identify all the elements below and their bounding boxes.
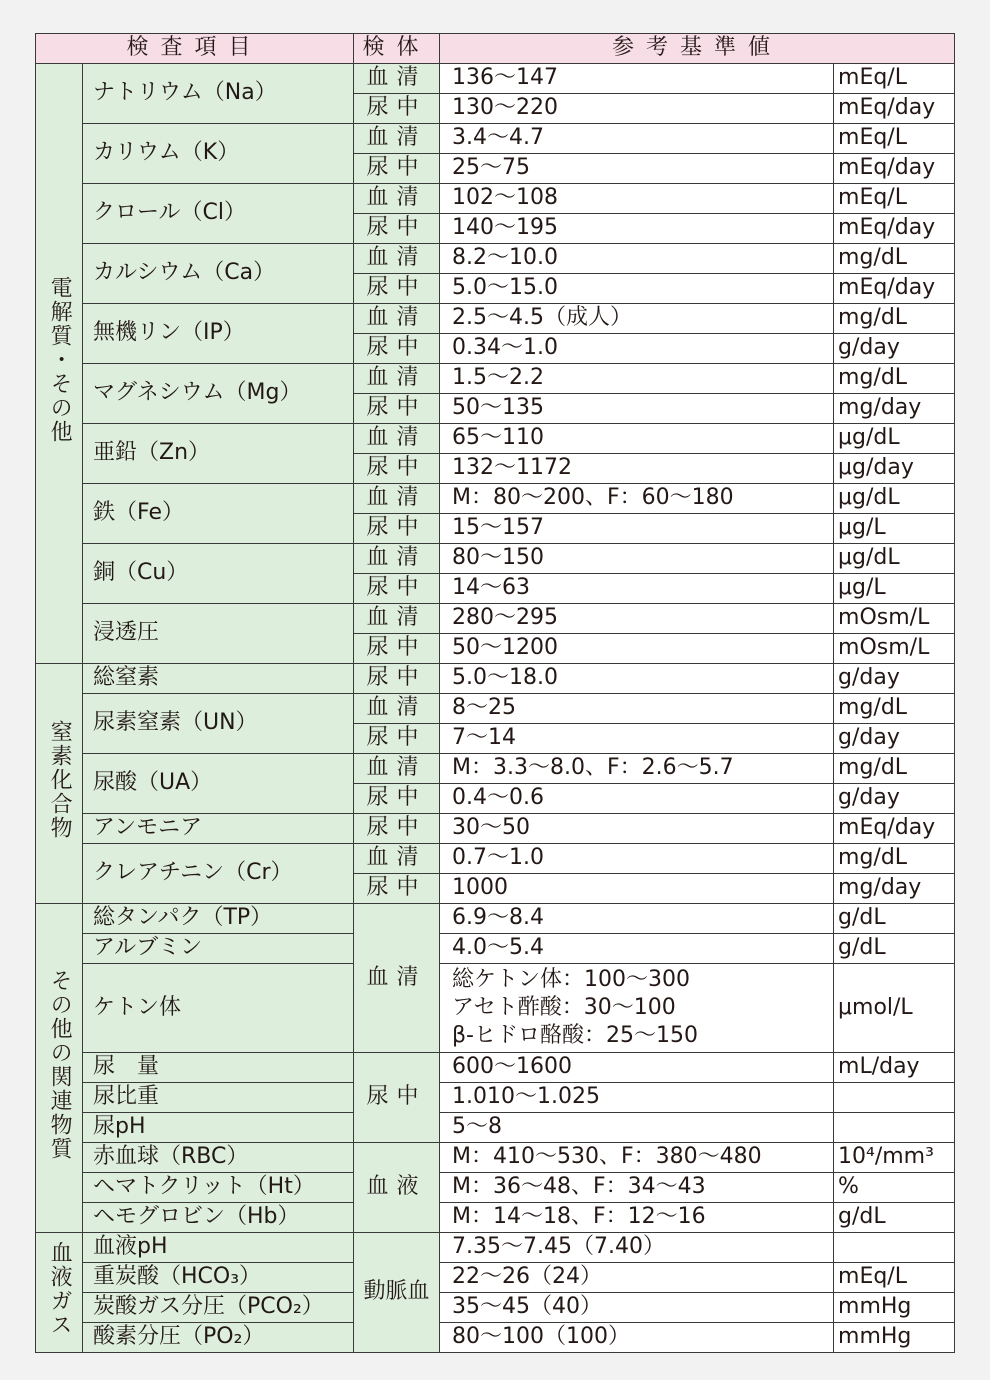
table-row — [36, 1323, 955, 1353]
unit-cell: g/day — [834, 784, 955, 814]
specimen-cell: 尿中 — [354, 274, 440, 304]
table-row — [36, 904, 955, 934]
item-name: 鉄（Fe） — [83, 484, 354, 544]
value-cell: 7〜14 — [440, 724, 834, 754]
unit-cell — [834, 1113, 955, 1143]
unit-cell: mg/dL — [834, 244, 955, 274]
item-name: クロール（Cl） — [83, 184, 354, 244]
ketone-line: アセト酢酸：30〜100 — [452, 995, 676, 1020]
unit-cell: g/day — [834, 664, 955, 694]
specimen-cell: 血清 — [354, 124, 440, 154]
unit-cell: mL/day — [834, 1053, 955, 1083]
value-cell: 5〜8 — [440, 1113, 834, 1143]
value-cell: 1.5〜2.2 — [440, 364, 834, 394]
ketone-line: 総ケトン体：100〜300 — [452, 967, 690, 992]
table-row — [36, 424, 955, 454]
unit-cell: mg/dL — [834, 304, 955, 334]
value-cell: 2.5〜4.5（成人） — [440, 304, 834, 334]
table-row — [36, 1233, 955, 1263]
unit-cell: mmHg — [834, 1293, 955, 1323]
value-cell: 4.0〜5.4 — [440, 934, 834, 964]
value-cell: 0.34〜1.0 — [440, 334, 834, 364]
item-name: アルブミン — [83, 934, 354, 964]
item-name: 尿比重 — [83, 1083, 354, 1113]
table-row — [36, 934, 955, 964]
table-row — [36, 814, 955, 844]
unit-cell: mEq/L — [834, 184, 955, 214]
specimen-cell: 尿中 — [354, 574, 440, 604]
specimen-cell: 尿中 — [354, 634, 440, 664]
value-cell: 30〜50 — [440, 814, 834, 844]
value-cell: 5.0〜18.0 — [440, 664, 834, 694]
value-cell: 140〜195 — [440, 214, 834, 244]
unit-cell: mOsm/L — [834, 604, 955, 634]
header-row — [36, 34, 955, 64]
table-row — [36, 364, 955, 394]
value-cell: 7.35〜7.45（7.40） — [440, 1233, 834, 1263]
specimen-cell: 血清 — [354, 364, 440, 394]
unit-cell: mEq/L — [834, 124, 955, 154]
table-row — [36, 1203, 955, 1233]
value-cell: 132〜1172 — [440, 454, 834, 484]
value-cell: 280〜295 — [440, 604, 834, 634]
specimen-cell: 血清 — [354, 304, 440, 334]
unit-cell — [834, 1233, 955, 1263]
item-name: 赤血球（RBC） — [83, 1143, 354, 1173]
value-cell: M：80〜200、F：60〜180 — [440, 484, 834, 514]
table-row — [36, 844, 955, 874]
category-label: その他の関連物質 — [47, 968, 73, 1161]
category-cell — [36, 64, 83, 664]
unit-cell: mg/dL — [834, 694, 955, 724]
specimen-cell: 尿中 — [354, 334, 440, 364]
table-row — [36, 1173, 955, 1203]
value-cell: 80〜100（100） — [440, 1323, 834, 1353]
unit-cell: μmol/L — [834, 964, 955, 1053]
value-cell: 136〜147 — [440, 64, 834, 94]
category-label: 血液ガス — [47, 1241, 73, 1338]
item-name: ケトン体 — [83, 964, 354, 1053]
unit-cell: μg/dL — [834, 424, 955, 454]
specimen-cell: 尿中 — [354, 664, 440, 694]
category-label: 窒素化合物 — [47, 720, 73, 841]
table-row — [36, 1053, 955, 1083]
item-name: 浸透圧 — [83, 604, 354, 664]
unit-cell: mg/dL — [834, 754, 955, 784]
item-name: クレアチニン（Cr） — [83, 844, 354, 904]
value-cell: 35〜45（40） — [440, 1293, 834, 1323]
unit-cell: mEq/day — [834, 214, 955, 244]
table-row — [36, 1263, 955, 1293]
specimen-cell: 血清 — [354, 424, 440, 454]
table-row — [36, 484, 955, 514]
specimen-cell: 血清 — [354, 184, 440, 214]
specimen-cell: 尿中 — [354, 214, 440, 244]
table-row — [36, 1113, 955, 1143]
table-row — [36, 244, 955, 274]
specimen-cell: 尿中 — [354, 724, 440, 754]
value-cell: M：410〜530、F：380〜480 — [440, 1143, 834, 1173]
value-cell: 22〜26（24） — [440, 1263, 834, 1293]
unit-cell: mOsm/L — [834, 634, 955, 664]
item-name: カルシウム（Ca） — [83, 244, 354, 304]
unit-cell: mg/dL — [834, 364, 955, 394]
value-cell — [440, 964, 834, 1053]
value-cell: 5.0〜15.0 — [440, 274, 834, 304]
item-name: 尿酸（UA） — [83, 754, 354, 814]
value-cell: 6.9〜8.4 — [440, 904, 834, 934]
specimen-cell: 尿中 — [354, 94, 440, 124]
table-row — [36, 1083, 955, 1113]
specimen-cell: 血清 — [354, 244, 440, 274]
item-name: ヘモグロビン（Hb） — [83, 1203, 354, 1233]
unit-cell: g/day — [834, 724, 955, 754]
value-cell: 0.7〜1.0 — [440, 844, 834, 874]
item-name: ヘマトクリット（Ht） — [83, 1173, 354, 1203]
unit-cell: % — [834, 1173, 955, 1203]
value-cell: 8.2〜10.0 — [440, 244, 834, 274]
ketone-line: β-ヒドロ酪酸：25〜150 — [452, 1023, 698, 1048]
table-row — [36, 1293, 955, 1323]
table-row — [36, 124, 955, 154]
unit-cell: mmHg — [834, 1323, 955, 1353]
value-cell: 80〜150 — [440, 544, 834, 574]
value-cell: M：36〜48、F：34〜43 — [440, 1173, 834, 1203]
unit-cell: μg/dL — [834, 484, 955, 514]
item-name: 銅（Cu） — [83, 544, 354, 604]
unit-cell: mEq/L — [834, 1263, 955, 1293]
specimen-cell: 血清 — [354, 904, 440, 1053]
unit-cell: mg/day — [834, 394, 955, 424]
item-name: カリウム（K） — [83, 124, 354, 184]
item-name: アンモニア — [83, 814, 354, 844]
specimen-cell: 血清 — [354, 544, 440, 574]
value-cell: 3.4〜4.7 — [440, 124, 834, 154]
value-cell: 50〜1200 — [440, 634, 834, 664]
specimen-cell: 血清 — [354, 484, 440, 514]
unit-cell: g/dL — [834, 904, 955, 934]
specimen-cell: 血清 — [354, 604, 440, 634]
item-name: 炭酸ガス分圧（PCO₂） — [83, 1293, 354, 1323]
value-cell: 600〜1600 — [440, 1053, 834, 1083]
header-item: 検査項目 — [36, 34, 354, 64]
item-name: 亜鉛（Zn） — [83, 424, 354, 484]
reference-values-table — [35, 33, 955, 1353]
table-row — [36, 544, 955, 574]
item-name: 重炭酸（HCO₃） — [83, 1263, 354, 1293]
unit-cell: mEq/day — [834, 94, 955, 124]
table-row — [36, 184, 955, 214]
specimen-cell: 尿中 — [354, 154, 440, 184]
table-row — [36, 664, 955, 694]
item-name: マグネシウム（Mg） — [83, 364, 354, 424]
value-cell: 8〜25 — [440, 694, 834, 724]
unit-cell: mEq/day — [834, 814, 955, 844]
table-row — [36, 754, 955, 784]
category-cell — [36, 904, 83, 1233]
item-name: ナトリウム（Na） — [83, 64, 354, 124]
unit-cell: mEq/L — [834, 64, 955, 94]
header-reference: 参考基準値 — [440, 34, 955, 64]
specimen-cell: 尿中 — [354, 814, 440, 844]
unit-cell: μg/L — [834, 514, 955, 544]
unit-cell: mEq/day — [834, 274, 955, 304]
unit-cell: μg/day — [834, 454, 955, 484]
table-row — [36, 304, 955, 334]
specimen-cell: 尿中 — [354, 514, 440, 544]
specimen-cell: 血液 — [354, 1143, 440, 1233]
unit-cell: μg/L — [834, 574, 955, 604]
item-name: 尿 量 — [83, 1053, 354, 1083]
table-row — [36, 64, 955, 94]
unit-cell: 10⁴/mm³ — [834, 1143, 955, 1173]
unit-cell: mg/day — [834, 874, 955, 904]
specimen-cell: 血清 — [354, 844, 440, 874]
specimen-cell: 尿中 — [354, 454, 440, 484]
specimen-cell: 尿中 — [354, 784, 440, 814]
category-cell — [36, 664, 83, 904]
specimen-cell: 尿中 — [354, 1053, 440, 1143]
unit-cell: g/day — [834, 334, 955, 364]
item-name: 尿素窒素（UN） — [83, 694, 354, 754]
table-row — [36, 694, 955, 724]
value-cell: M：14〜18、F：12〜16 — [440, 1203, 834, 1233]
value-cell: 1.010〜1.025 — [440, 1083, 834, 1113]
value-cell: 0.4〜0.6 — [440, 784, 834, 814]
specimen-cell: 尿中 — [354, 874, 440, 904]
unit-cell: g/dL — [834, 1203, 955, 1233]
value-cell: 50〜135 — [440, 394, 834, 424]
unit-cell — [834, 1083, 955, 1113]
specimen-cell: 動脈血 — [354, 1233, 440, 1353]
value-cell: 1000 — [440, 874, 834, 904]
value-cell: 15〜157 — [440, 514, 834, 544]
value-cell: 102〜108 — [440, 184, 834, 214]
specimen-cell: 血清 — [354, 694, 440, 724]
value-cell: 65〜110 — [440, 424, 834, 454]
table-row — [36, 964, 955, 1053]
unit-cell: g/dL — [834, 934, 955, 964]
specimen-cell: 血清 — [354, 64, 440, 94]
item-name: 血液pH — [83, 1233, 354, 1263]
specimen-cell: 尿中 — [354, 394, 440, 424]
item-name: 無機リン（IP） — [83, 304, 354, 364]
category-label: 電解質・その他 — [47, 276, 73, 445]
item-name: 尿pH — [83, 1113, 354, 1143]
category-cell — [36, 1233, 83, 1353]
table-row — [36, 604, 955, 634]
value-cell: 25〜75 — [440, 154, 834, 184]
item-name: 総タンパク（TP） — [83, 904, 354, 934]
value-cell: M：3.3〜8.0、F：2.6〜5.7 — [440, 754, 834, 784]
unit-cell: mEq/day — [834, 154, 955, 184]
table-row — [36, 1143, 955, 1173]
item-name: 酸素分圧（PO₂） — [83, 1323, 354, 1353]
value-cell: 14〜63 — [440, 574, 834, 604]
unit-cell: μg/dL — [834, 544, 955, 574]
value-cell: 130〜220 — [440, 94, 834, 124]
header-specimen: 検体 — [354, 34, 440, 64]
unit-cell: mg/dL — [834, 844, 955, 874]
specimen-cell: 血清 — [354, 754, 440, 784]
item-name: 総窒素 — [83, 664, 354, 694]
